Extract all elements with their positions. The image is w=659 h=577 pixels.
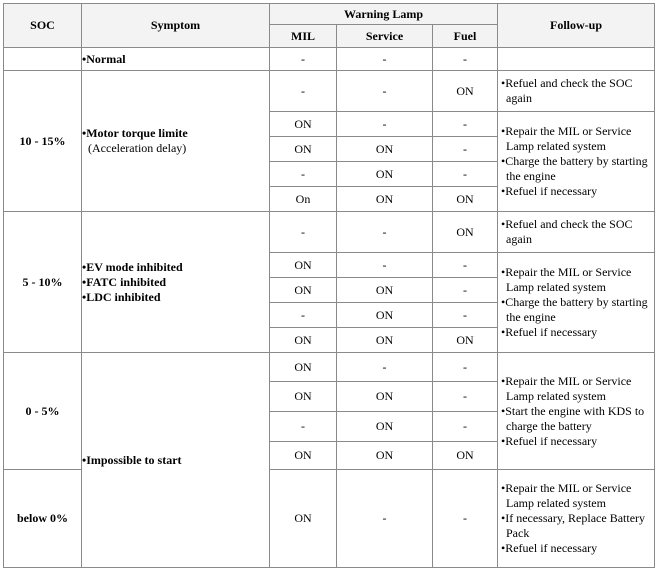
- mil-cell: On: [270, 187, 337, 212]
- follow-up-item: •Repair the MIL or Service Lamp related system: [501, 265, 632, 294]
- mil-cell: ON: [270, 442, 337, 470]
- mil-cell: ON: [270, 328, 337, 353]
- fuel-cell: -: [433, 382, 498, 412]
- soc-cell: [4, 48, 82, 71]
- header-follow-up: Follow-up: [498, 4, 655, 48]
- symptom-item: •Impossible to start: [82, 452, 182, 467]
- fuel-cell: ON: [433, 71, 498, 112]
- follow-up-item: •Charge the battery by starting the engine: [501, 295, 648, 324]
- mil-cell: -: [270, 71, 337, 112]
- soc-warning-table-container: [3, 3, 655, 568]
- table-row-normal: [4, 48, 655, 71]
- soc-cell: 0 - 5%: [4, 353, 82, 470]
- follow-up-cell: [498, 253, 655, 353]
- fuel-cell: ON: [433, 212, 498, 253]
- mil-cell: ON: [270, 112, 337, 137]
- follow-up-item: •Refuel if necessary: [501, 325, 598, 339]
- mil-cell: -: [270, 212, 337, 253]
- follow-up-item: •Refuel if necessary: [501, 433, 598, 448]
- fuel-cell: -: [433, 470, 498, 568]
- symptom-cell: [82, 71, 270, 212]
- service-cell: ON: [337, 162, 433, 187]
- service-cell: ON: [337, 137, 433, 162]
- table-row: [4, 353, 655, 382]
- header-warning-lamp: Warning Lamp: [270, 4, 498, 25]
- header-symptom: Symptom: [82, 4, 270, 48]
- mil-cell: -: [270, 303, 337, 328]
- fuel-cell: -: [433, 412, 498, 442]
- symptom-item: •FATC inhibited: [82, 274, 167, 289]
- fuel-cell: -: [433, 353, 498, 382]
- follow-up-item: •Repair the MIL or Service Lamp related system: [501, 373, 632, 403]
- follow-up-item: •Repair the MIL or Service Lamp related system: [501, 481, 632, 510]
- service-cell: -: [337, 353, 433, 382]
- mil-cell: ON: [270, 382, 337, 412]
- service-cell: -: [337, 212, 433, 253]
- mil-cell: ON: [270, 278, 337, 303]
- service-cell: -: [337, 71, 433, 112]
- fuel-cell: -: [433, 278, 498, 303]
- fuel-cell: ON: [433, 328, 498, 353]
- follow-up-cell: [498, 470, 655, 568]
- mil-cell: ON: [270, 137, 337, 162]
- follow-up-item: •Repair the MIL or Service Lamp related system: [501, 124, 632, 153]
- service-cell: -: [337, 253, 433, 278]
- symptom-cell: [82, 353, 270, 568]
- mil-cell: -: [270, 48, 337, 71]
- fuel-cell: ON: [433, 187, 498, 212]
- soc-warning-table: [3, 3, 655, 568]
- fuel-cell: -: [433, 137, 498, 162]
- service-cell: ON: [337, 187, 433, 212]
- service-cell: -: [337, 112, 433, 137]
- mil-cell: -: [270, 412, 337, 442]
- symptom-cell: [82, 212, 270, 353]
- mil-cell: ON: [270, 353, 337, 382]
- header-mil: MIL: [270, 25, 337, 48]
- fuel-cell: -: [433, 112, 498, 137]
- follow-up-cell: [498, 112, 655, 212]
- follow-up-item: •Refuel if necessary: [501, 541, 598, 555]
- follow-up-cell: [498, 353, 655, 470]
- table-row: [4, 71, 655, 112]
- fuel-cell: -: [433, 162, 498, 187]
- mil-cell: -: [270, 162, 337, 187]
- service-cell: ON: [337, 442, 433, 470]
- mil-cell: ON: [270, 470, 337, 568]
- follow-up-item: •Start the engine with KDS to charge the battery: [501, 403, 645, 433]
- service-cell: -: [337, 48, 433, 71]
- mil-cell: ON: [270, 253, 337, 278]
- symptom-note: (Acceleration delay): [88, 141, 187, 155]
- header-service: Service: [337, 25, 433, 48]
- service-cell: ON: [337, 382, 433, 412]
- follow-up-item: •Refuel and check the SOC again: [501, 76, 633, 105]
- symptom-item: •EV mode inhibited: [82, 259, 183, 274]
- follow-up-cell: [498, 212, 655, 253]
- follow-up-item: •Refuel if necessary: [501, 184, 598, 198]
- header-soc: SOC: [4, 4, 82, 48]
- service-cell: ON: [337, 278, 433, 303]
- header-fuel: Fuel: [433, 25, 498, 48]
- soc-cell: below 0%: [4, 470, 82, 568]
- follow-up-cell: [498, 48, 655, 71]
- follow-up-cell: [498, 71, 655, 112]
- fuel-cell: -: [433, 253, 498, 278]
- follow-up-item: •Refuel and check the SOC again: [501, 217, 633, 246]
- follow-up-item: •If necessary, Replace Battery Pack: [501, 511, 646, 540]
- soc-cell: 5 - 10%: [4, 212, 82, 353]
- service-cell: ON: [337, 412, 433, 442]
- fuel-cell: -: [433, 48, 498, 71]
- soc-cell: 10 - 15%: [4, 71, 82, 212]
- symptom-item: •LDC inhibited: [82, 289, 161, 304]
- symptom-cell: •Normal: [82, 48, 270, 71]
- fuel-cell: -: [433, 303, 498, 328]
- follow-up-item: •Charge the battery by starting the engine: [501, 154, 648, 183]
- fuel-cell: ON: [433, 442, 498, 470]
- symptom-item: •Motor torque limite: [82, 126, 188, 140]
- service-cell: ON: [337, 328, 433, 353]
- service-cell: ON: [337, 303, 433, 328]
- service-cell: -: [337, 470, 433, 568]
- table-row: [4, 212, 655, 253]
